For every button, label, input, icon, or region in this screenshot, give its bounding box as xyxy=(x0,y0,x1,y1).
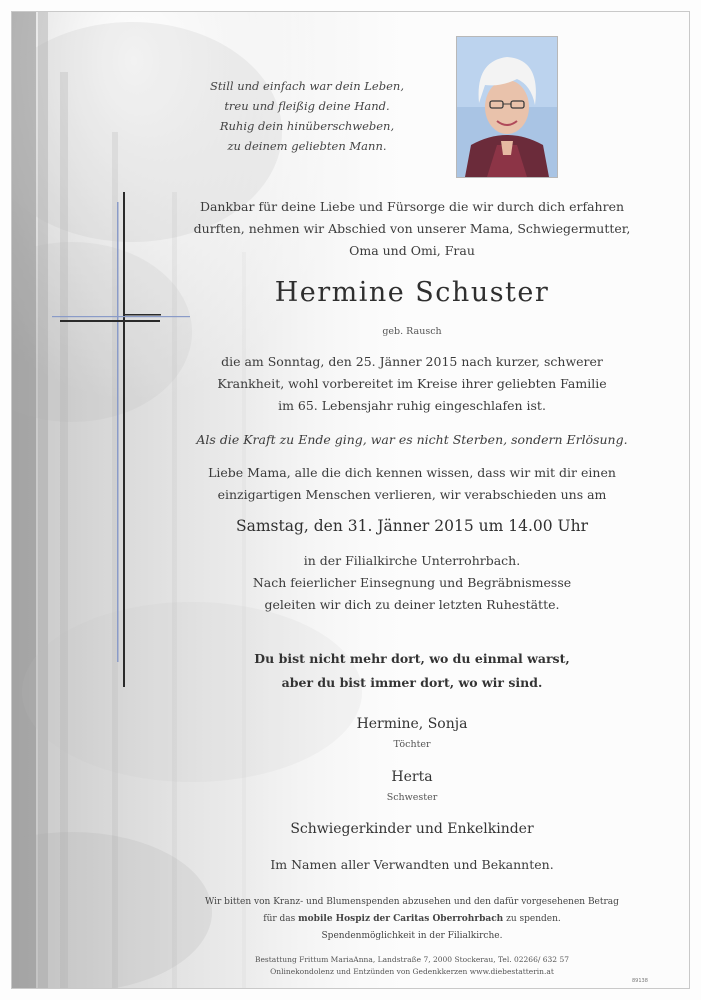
quote: Als die Kraft zu Ende ging, war es nicht Sterben, sondern Erlösung. xyxy=(196,432,628,447)
mourner-names: Herta xyxy=(391,769,433,785)
verse-line: treu und fleißig deine Hand. xyxy=(224,99,390,113)
in-laws: Schwiegerkinder und Enkelkinder xyxy=(290,821,534,837)
portrait-photo xyxy=(456,36,558,178)
funeral-details: in der Filialkirche Unterrohrbach. Nach feierlicher Einsegnung und Begräbnismesse geleiten wir dich zu deiner letzten Ruhestätte. xyxy=(252,553,572,612)
funeral-date: Samstag, den 31. Jänner 2015 um 14.00 Uhr xyxy=(235,517,588,535)
intro-text: Dankbar für deine Liebe und Fürsorge die wir durch dich erfahren durften, nehmen wir Abschied von unserer Mama, Schwiegermutter, Oma und Omi, Frau xyxy=(193,199,631,258)
charity-name: mobile Hospiz der Caritas Oberrohrbach xyxy=(298,914,504,924)
farewell-text: Liebe Mama, alle die dich kennen wissen, dass wir mit dir einen einzigartigen Menschen verlieren, wir verabschieden uns am xyxy=(208,465,616,502)
death-notice: die am Sonntag, den 25. Jänner 2015 nach kurzer, schwerer Krankheit, wohl vorbereitet im Kreise ihrer geliebten Familie im 65. Lebensjahr ruhig eingeschlafen ist. xyxy=(217,354,607,413)
mourner-names: Hermine, Sonja xyxy=(356,716,468,732)
mourner-relation: Schwester xyxy=(386,792,438,803)
print-code: 89138 xyxy=(632,978,648,984)
birth-name: geb. Rausch xyxy=(382,326,442,337)
memorial-verse xyxy=(172,76,442,156)
mourner-relation: Töchter xyxy=(393,739,431,750)
notice-frame xyxy=(11,11,690,989)
verse-line: Still und einfach war dein Leben, xyxy=(210,79,404,93)
verse-line: zu deinem geliebten Mann. xyxy=(227,139,387,153)
verse-line: Ruhig dein hinüberschweben, xyxy=(219,119,395,133)
deceased-name: Hermine Schuster xyxy=(274,277,550,308)
undertaker-info: Bestattung Frittum MariaAnna, Landstraße 7, 2000 Stockerau, Tel. 02266/ 632 57 Onlinekondolenz und Entzünden von Gedenkkerzen www.diebestatterin.at xyxy=(254,955,569,976)
closing-verse: Du bist nicht mehr dort, wo du einmal warst, aber du bist immer dort, wo wir sind. xyxy=(254,651,570,690)
relatives-line: Im Namen aller Verwandten und Bekannten. xyxy=(270,857,554,872)
donation-note: Wir bitten von Kranz- und Blumenspenden abzusehen und den dafür vorgesehenen Betrag für das mobile Hospiz der Caritas Oberrohrbach zu spenden. Spendenmöglichkeit in der Filialkirche. xyxy=(205,897,619,941)
